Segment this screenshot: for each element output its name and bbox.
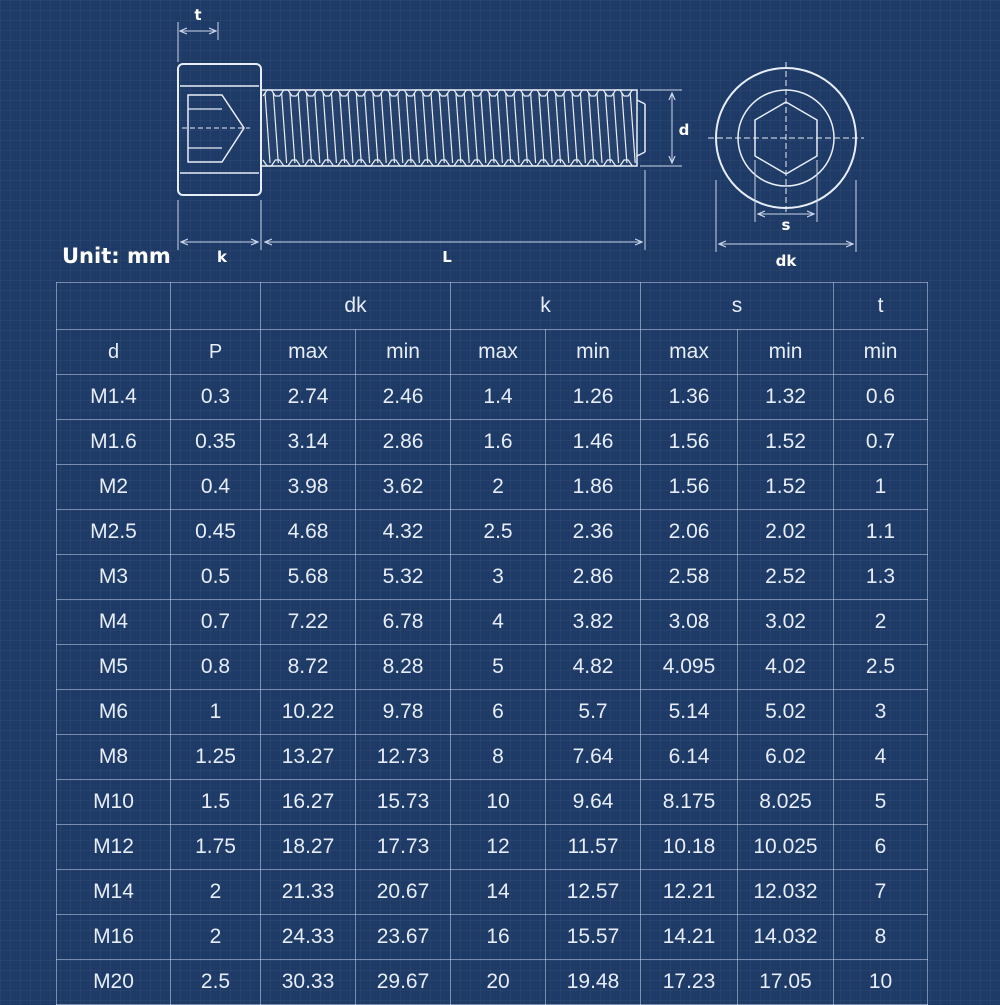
cell-t-min: 1 [834,465,928,510]
col-header-dk-max: max [261,330,356,375]
table-row [57,555,928,600]
cell-p: 0.4 [171,465,261,510]
screw-shank [261,90,645,166]
cell-p: 1.5 [171,780,261,825]
cell-dk-max: 16.27 [261,780,356,825]
cell-dk-min: 8.28 [356,645,451,690]
cell-p: 2.5 [171,960,261,1005]
cell-s-max: 6.14 [641,735,738,780]
table-row [57,375,928,420]
cell-dk-min: 9.78 [356,690,451,735]
table-row [57,420,928,465]
cell-t-min: 2 [834,600,928,645]
cell-k-min: 1.46 [546,420,641,465]
cell-dk-min: 6.78 [356,600,451,645]
cell-dk-min: 2.46 [356,375,451,420]
cell-d: M6 [57,690,171,735]
cell-t-min: 1.3 [834,555,928,600]
cell-k-min: 4.82 [546,645,641,690]
cell-t-min: 5 [834,780,928,825]
header-corner [57,283,171,330]
cell-s-min: 3.02 [738,600,834,645]
table-row [57,915,928,960]
cell-s-min: 4.02 [738,645,834,690]
cell-d: M1.4 [57,375,171,420]
cell-d: M3 [57,555,171,600]
cell-s-max: 1.36 [641,375,738,420]
screw-dimension-drawing [0,0,1000,280]
cell-k-min: 1.26 [546,375,641,420]
cell-dk-max: 13.27 [261,735,356,780]
cell-dk-max: 2.74 [261,375,356,420]
cell-d: M20 [57,960,171,1005]
table-row [57,780,928,825]
cell-s-max: 1.56 [641,465,738,510]
cell-dk-min: 23.67 [356,915,451,960]
cell-p: 2 [171,915,261,960]
table-row [57,600,928,645]
cell-d: M8 [57,735,171,780]
cell-k-max: 6 [451,690,546,735]
cell-s-min: 2.52 [738,555,834,600]
table-row [57,960,928,1005]
group-header-k: k [451,283,641,330]
cell-s-min: 1.52 [738,465,834,510]
dim-label-dk: dk [775,252,797,270]
cell-s-min: 1.32 [738,375,834,420]
cell-s-max: 12.21 [641,870,738,915]
cell-k-min: 2.36 [546,510,641,555]
dim-label-L: L [442,248,452,266]
cell-p: 0.45 [171,510,261,555]
cell-t-min: 2.5 [834,645,928,690]
cell-k-max: 8 [451,735,546,780]
table-row [57,870,928,915]
dim-L [265,170,645,266]
col-header-k-max: max [451,330,546,375]
cell-k-min: 12.57 [546,870,641,915]
cell-dk-max: 4.68 [261,510,356,555]
cell-p: 1.25 [171,735,261,780]
cell-s-max: 5.14 [641,690,738,735]
cell-k-min: 7.64 [546,735,641,780]
cell-dk-min: 20.67 [356,870,451,915]
col-header-t-min: min [834,330,928,375]
cell-k-min: 11.57 [546,825,641,870]
cell-t-min: 3 [834,690,928,735]
cell-s-min: 12.032 [738,870,834,915]
cell-s-min: 2.02 [738,510,834,555]
group-header-t: t [834,283,928,330]
dim-label-s: s [781,216,791,234]
col-header-k-min: min [546,330,641,375]
cell-dk-max: 3.98 [261,465,356,510]
cell-p: 0.7 [171,600,261,645]
cell-s-max: 1.56 [641,420,738,465]
cell-k-max: 3 [451,555,546,600]
col-header-d: d [57,330,171,375]
screw-end-view [708,62,864,214]
col-header-s-max: max [641,330,738,375]
screw-head [178,64,261,195]
cell-d: M14 [57,870,171,915]
col-header-dk-min: min [356,330,451,375]
cell-p: 1.75 [171,825,261,870]
table-row [57,690,928,735]
table-row [57,510,928,555]
header-blank [171,283,261,330]
cell-dk-min: 3.62 [356,465,451,510]
cell-p: 0.8 [171,645,261,690]
cell-k-min: 19.48 [546,960,641,1005]
cell-dk-max: 3.14 [261,420,356,465]
cell-dk-max: 10.22 [261,690,356,735]
cell-s-max: 17.23 [641,960,738,1005]
cell-k-max: 14 [451,870,546,915]
cell-dk-min: 15.73 [356,780,451,825]
cell-dk-min: 5.32 [356,555,451,600]
cell-t-min: 10 [834,960,928,1005]
group-header-s: s [641,283,834,330]
cell-dk-max: 5.68 [261,555,356,600]
cell-p: 0.35 [171,420,261,465]
cell-s-max: 2.06 [641,510,738,555]
cell-p: 0.3 [171,375,261,420]
cell-dk-max: 8.72 [261,645,356,690]
cell-s-max: 3.08 [641,600,738,645]
cell-k-max: 1.4 [451,375,546,420]
dim-t [178,6,218,62]
cell-k-min: 15.57 [546,915,641,960]
cell-k-min: 9.64 [546,780,641,825]
cell-dk-min: 29.67 [356,960,451,1005]
spec-table [56,282,928,1005]
cell-d: M10 [57,780,171,825]
cell-k-min: 5.7 [546,690,641,735]
cell-dk-min: 2.86 [356,420,451,465]
cell-t-min: 8 [834,915,928,960]
table-row [57,645,928,690]
cell-k-max: 16 [451,915,546,960]
cell-d: M1.6 [57,420,171,465]
cell-s-min: 5.02 [738,690,834,735]
cell-t-min: 0.6 [834,375,928,420]
cell-s-min: 10.025 [738,825,834,870]
dim-label-k: k [217,248,227,266]
cell-dk-max: 21.33 [261,870,356,915]
cell-d: M5 [57,645,171,690]
cell-p: 0.5 [171,555,261,600]
cell-t-min: 4 [834,735,928,780]
cell-s-max: 10.18 [641,825,738,870]
cell-dk-max: 7.22 [261,600,356,645]
col-header-p: P [171,330,261,375]
cell-p: 1 [171,690,261,735]
cell-k-min: 1.86 [546,465,641,510]
cell-k-max: 1.6 [451,420,546,465]
cell-k-max: 2 [451,465,546,510]
cell-p: 2 [171,870,261,915]
cell-dk-min: 17.73 [356,825,451,870]
table-row [57,735,928,780]
spec-table-body [57,375,928,1005]
cell-s-max: 14.21 [641,915,738,960]
cell-d: M4 [57,600,171,645]
cell-k-min: 3.82 [546,600,641,645]
cell-t-min: 6 [834,825,928,870]
cell-s-max: 2.58 [641,555,738,600]
cell-s-min: 1.52 [738,420,834,465]
dim-label-d: d [678,121,690,139]
cell-d: M12 [57,825,171,870]
dim-label-t: t [194,6,202,24]
cell-d: M2.5 [57,510,171,555]
cell-s-max: 4.095 [641,645,738,690]
cell-t-min: 0.7 [834,420,928,465]
cell-t-min: 7 [834,870,928,915]
cell-k-max: 10 [451,780,546,825]
cell-s-min: 14.032 [738,915,834,960]
cell-d: M16 [57,915,171,960]
cell-s-min: 17.05 [738,960,834,1005]
table-row [57,825,928,870]
col-header-s-min: min [738,330,834,375]
group-header-dk: dk [261,283,451,330]
cell-dk-max: 18.27 [261,825,356,870]
cell-s-min: 8.025 [738,780,834,825]
cell-dk-max: 30.33 [261,960,356,1005]
cell-s-max: 8.175 [641,780,738,825]
cell-k-max: 2.5 [451,510,546,555]
cell-dk-max: 24.33 [261,915,356,960]
cell-k-max: 4 [451,600,546,645]
cell-t-min: 1.1 [834,510,928,555]
cell-k-min: 2.86 [546,555,641,600]
unit-label: Unit: mm [62,244,171,268]
cell-k-max: 5 [451,645,546,690]
cell-d: M2 [57,465,171,510]
table-row [57,465,928,510]
cell-k-max: 20 [451,960,546,1005]
cell-s-min: 6.02 [738,735,834,780]
cell-k-max: 12 [451,825,546,870]
dim-d [640,90,689,166]
cell-dk-min: 4.32 [356,510,451,555]
cell-dk-min: 12.73 [356,735,451,780]
dim-k [178,200,261,266]
